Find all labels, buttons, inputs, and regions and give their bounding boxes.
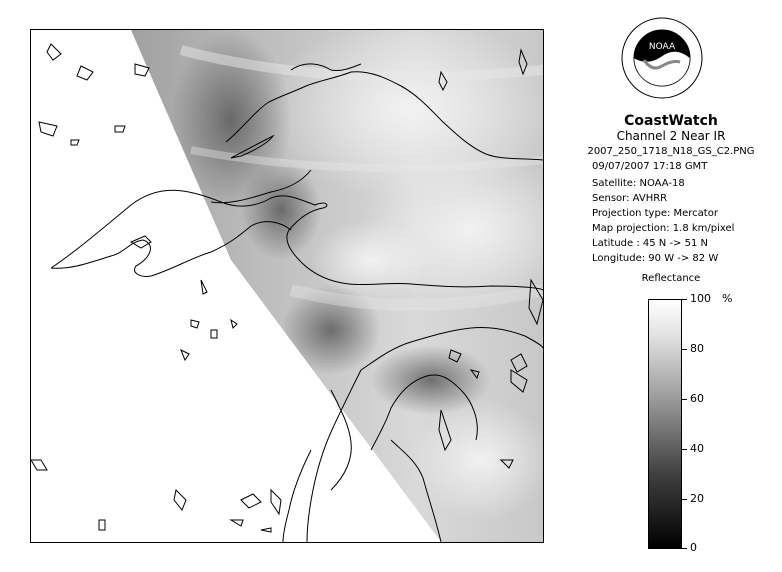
colorbar-unit: % (722, 292, 733, 305)
product-title: Channel 2 Near IR (616, 129, 726, 143)
date-time: 09/07/2007 17:18 GMT (592, 161, 708, 172)
colorbar-title: Reflectance (641, 273, 701, 284)
projection-type: Projection type: Mercator (592, 208, 718, 219)
colorbar-tick (682, 399, 687, 400)
colorbar-tick (682, 349, 687, 350)
colorbar-tick-label: 40 (690, 442, 704, 455)
logo-text: NOAA (648, 42, 676, 52)
colorbar-tick-label: 80 (690, 342, 704, 355)
colorbar-tick-label: 0 (690, 541, 697, 554)
latitude-range: Latitude : 45 N -> 51 N (592, 238, 708, 249)
colorbar (648, 299, 682, 549)
colorbar-tick-label: 100 (690, 292, 711, 305)
colorbar-tick-label: 60 (690, 392, 704, 405)
colorbar-tick-label: 20 (690, 492, 704, 505)
map-projection: Map projection: 1.8 km/pixel (592, 223, 735, 234)
sensor-label: Sensor: AVHRR (592, 193, 668, 204)
satellite-label: Satellite: NOAA-18 (592, 178, 685, 189)
map-svg (31, 30, 543, 542)
noaa-logo-icon (620, 16, 704, 100)
brand-title: CoastWatch (624, 113, 718, 129)
colorbar-tick (682, 499, 687, 500)
satellite-map (30, 29, 544, 543)
colorbar-tick (682, 548, 687, 549)
file-name: 2007_250_1718_N18_GS_C2.PNG (587, 146, 755, 157)
longitude-range: Longitude: 90 W -> 82 W (592, 253, 719, 264)
colorbar-tick (682, 299, 687, 300)
imagery-swath (31, 30, 543, 542)
colorbar-tick (682, 449, 687, 450)
